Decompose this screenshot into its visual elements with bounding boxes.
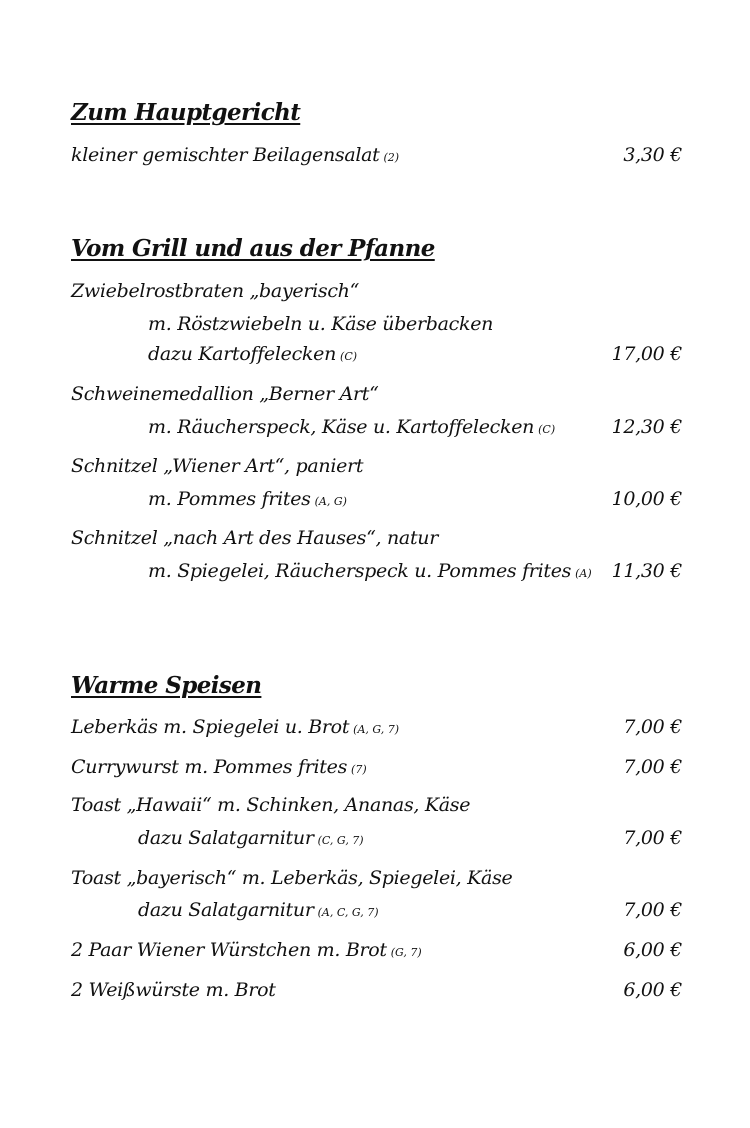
- menu-item-name: Leberkäs m. Spiegelei u. Brot (A, G, 7): [71, 716, 400, 738]
- menu-item-price: 17,00 €: [611, 343, 682, 365]
- allergen-codes: (A, G): [314, 495, 347, 508]
- menu-item-price: 3,30 €: [623, 144, 682, 166]
- menu-item-name: Currywurst m. Pommes frites (7): [71, 756, 367, 778]
- allergen-codes: (2): [383, 151, 400, 164]
- menu-item-name: kleiner gemischter Beilagensalat (2): [71, 144, 400, 166]
- menu-item-price: 10,00 €: [611, 488, 682, 510]
- menu-item-price: 6,00 €: [623, 939, 682, 961]
- allergen-codes: (C, G, 7): [317, 834, 364, 847]
- menu-item-price: 7,00 €: [623, 827, 682, 849]
- menu-item-description: dazu Kartoffelecken (C): [148, 343, 358, 365]
- menu-item-price: 7,00 €: [623, 716, 682, 738]
- allergen-codes: (C): [340, 350, 358, 363]
- menu-item-price: 7,00 €: [623, 756, 682, 778]
- allergen-codes: (A, G, 7): [353, 723, 400, 736]
- menu-item-name: Schweinemedallion „Berner Art“: [71, 383, 379, 405]
- section-title-hauptgericht: Zum Hauptgericht: [71, 99, 301, 126]
- allergen-codes: (A, C, G, 7): [317, 906, 379, 919]
- menu-item-description: m. Spiegelei, Räucherspeck u. Pommes frites (A): [148, 560, 592, 582]
- section-title-grill: Vom Grill und aus der Pfanne: [71, 235, 435, 262]
- menu-item-name: Schnitzel „nach Art des Hauses“, natur: [71, 527, 439, 549]
- menu-item-price: 11,30 €: [611, 560, 682, 582]
- menu-item-name: Toast „bayerisch“ m. Leberkäs, Spiegelei, Käse: [71, 867, 513, 889]
- menu-item-name: Zwiebelrostbraten „bayerisch“: [71, 280, 360, 302]
- menu-item-description: m. Pommes frites (A, G): [148, 488, 347, 510]
- menu-item-name: Toast „Hawaii“ m. Schinken, Ananas, Käse: [71, 794, 471, 816]
- menu-item-name: 2 Weißwürste m. Brot: [71, 979, 276, 1001]
- menu-item-description: m. Räucherspeck, Käse u. Kartoffelecken (C): [148, 416, 556, 438]
- section-title-warm: Warme Speisen: [71, 672, 262, 699]
- menu-item-price: 12,30 €: [611, 416, 682, 438]
- menu-item-description: dazu Salatgarnitur (A, C, G, 7): [138, 899, 379, 921]
- menu-item-name: Schnitzel „Wiener Art“, paniert: [71, 455, 364, 477]
- menu-item-price: 6,00 €: [623, 979, 682, 1001]
- menu-item-description: dazu Salatgarnitur (C, G, 7): [138, 827, 364, 849]
- menu-item-description: m. Röstzwiebeln u. Käse überbacken: [148, 313, 494, 335]
- allergen-codes: (G, 7): [390, 946, 422, 959]
- menu-item-name: 2 Paar Wiener Würstchen m. Brot (G, 7): [71, 939, 422, 961]
- allergen-codes: (C): [538, 423, 556, 436]
- menu-item-price: 7,00 €: [623, 899, 682, 921]
- allergen-codes: (A): [575, 567, 592, 580]
- allergen-codes: (7): [351, 763, 367, 776]
